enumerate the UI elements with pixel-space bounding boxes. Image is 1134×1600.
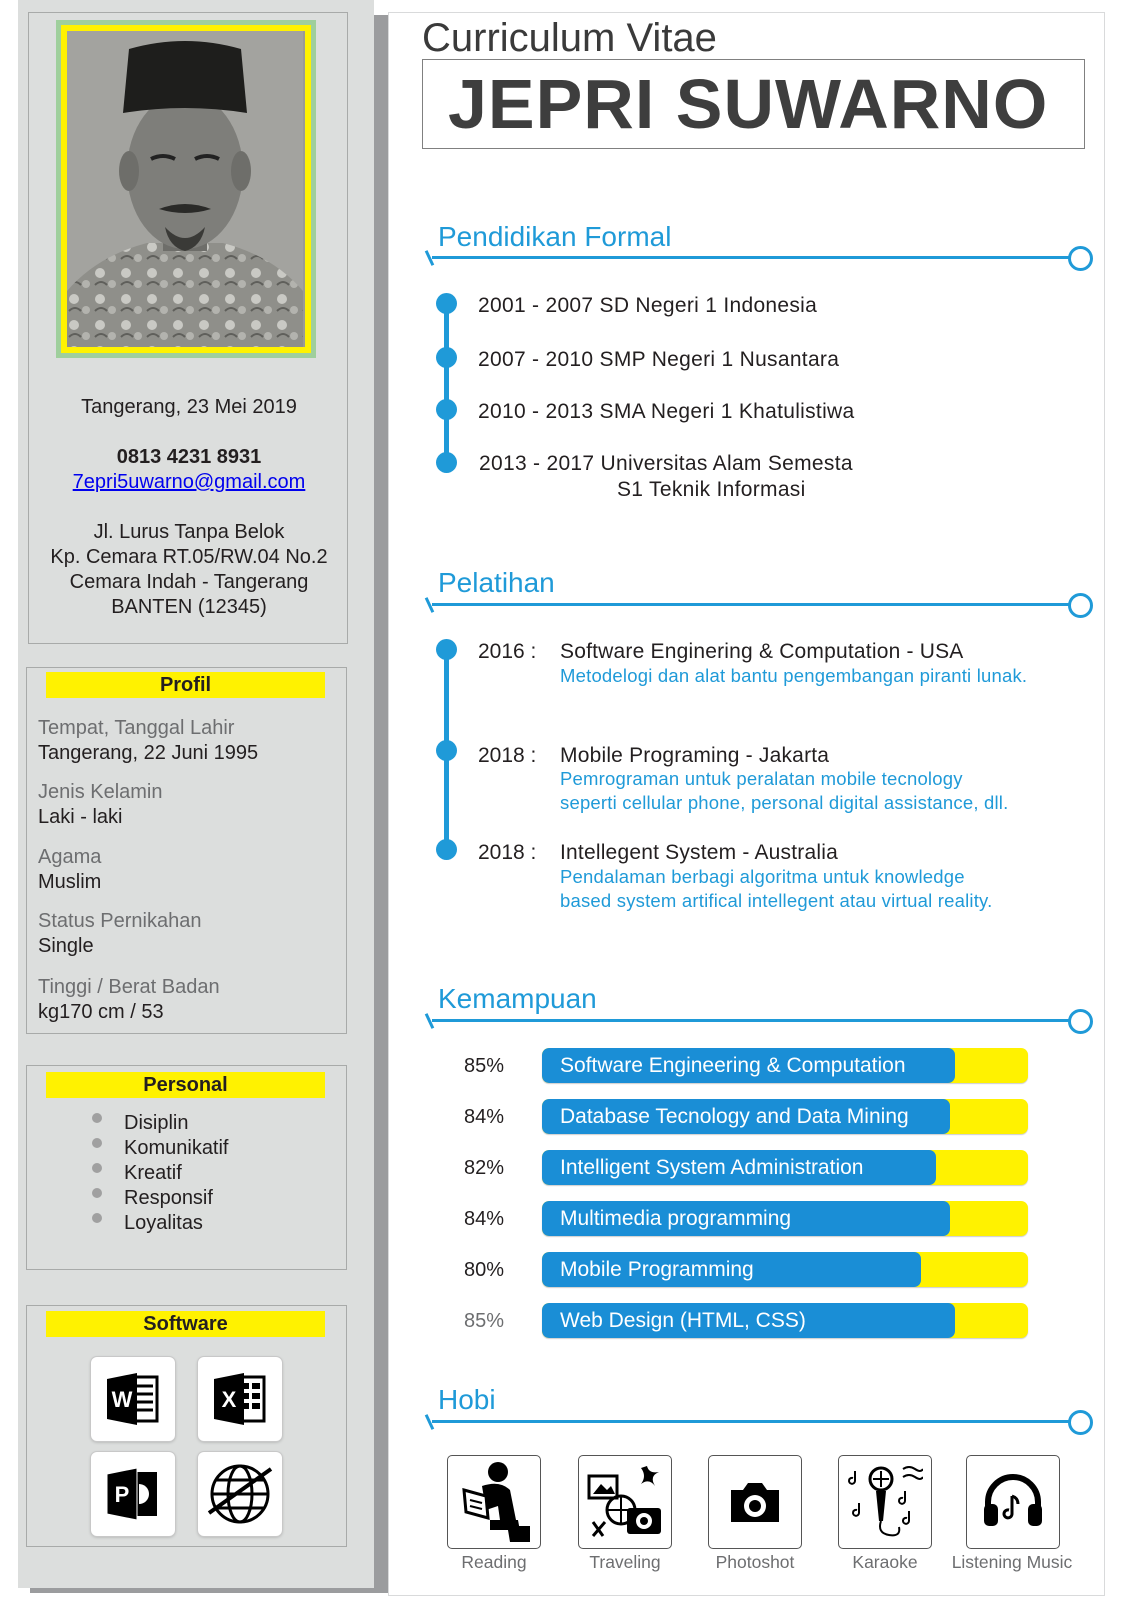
powerpoint-icon bbox=[91, 1452, 175, 1536]
skill-percentage: 84% bbox=[464, 1106, 505, 1128]
education-item-degree: S1 Teknik Informasi bbox=[617, 478, 806, 501]
marital-value: Single bbox=[38, 935, 94, 957]
reading-icon bbox=[447, 1455, 541, 1549]
gender-label: Jenis Kelamin bbox=[38, 781, 163, 803]
globe-icon bbox=[198, 1452, 282, 1536]
svg-text:W: W bbox=[111, 1387, 133, 1412]
personal-item: Loyalitas bbox=[124, 1212, 203, 1234]
skill-name: Database Tecnology and Data Mining bbox=[560, 1105, 909, 1128]
personal-item: Disiplin bbox=[124, 1112, 189, 1134]
timeline-line bbox=[444, 303, 449, 463]
training-title: Pelatihan bbox=[438, 567, 555, 598]
training-year: 2018 : bbox=[478, 841, 537, 864]
microphone-icon bbox=[838, 1455, 932, 1549]
address-line-4: BANTEN (12345) bbox=[111, 596, 267, 618]
timeline-dot-icon bbox=[436, 293, 457, 314]
training-year: 2016 : bbox=[478, 640, 537, 663]
section-divider bbox=[432, 1019, 1072, 1022]
person-name: JEPRI SUWARNO bbox=[448, 65, 1049, 143]
height-weight-label: Tinggi / Berat Badan bbox=[38, 976, 220, 998]
education-item: 2007 - 2010 SMP Negeri 1 Nusantara bbox=[478, 348, 840, 371]
profile-photo-border bbox=[61, 25, 311, 353]
headphones-icon bbox=[966, 1455, 1060, 1549]
profile-photo-frame bbox=[56, 20, 316, 358]
timeline-dot-icon bbox=[436, 347, 457, 368]
skill-name: Multimedia programming bbox=[560, 1207, 792, 1230]
timeline-dot-icon bbox=[436, 839, 457, 860]
training-description: seperti cellular phone, personal digital assistance, dll. bbox=[560, 792, 1009, 813]
training-title-text: Intellegent System - Australia bbox=[560, 841, 838, 864]
hobby-label: Listening Music bbox=[951, 1552, 1073, 1572]
skill-percentage: 85% bbox=[464, 1055, 505, 1077]
hobby-label: Reading bbox=[461, 1552, 527, 1572]
address-line-2: Kp. Cemara RT.05/RW.04 No.2 bbox=[50, 546, 328, 568]
skill-bar bbox=[542, 1048, 1028, 1083]
skill-name: Software Engineering & Computation bbox=[560, 1054, 906, 1077]
training-description: Pendalaman berbagi algoritma untuk knowledge bbox=[560, 866, 965, 887]
personal-item: Komunikatif bbox=[124, 1137, 229, 1159]
address-line-3: Cemara Indah - Tangerang bbox=[69, 571, 309, 593]
profile-heading: Profil bbox=[46, 672, 325, 698]
place-date-text: Tangerang, 23 Mei 2019 bbox=[81, 396, 297, 418]
skill-name: Web Design (HTML, CSS) bbox=[560, 1309, 806, 1332]
religion-value: Muslim bbox=[38, 871, 102, 893]
svg-text:P: P bbox=[114, 1482, 130, 1507]
skill-name: Intelligent System Administration bbox=[560, 1156, 864, 1179]
software-section bbox=[26, 1305, 347, 1547]
skill-bar bbox=[542, 1150, 1028, 1185]
education-item: 2010 - 2013 SMA Negeri 1 Khatulistiwa bbox=[478, 400, 855, 423]
hobby-label: Karaoke bbox=[852, 1552, 918, 1572]
bullet-icon bbox=[92, 1113, 102, 1123]
skill-bar bbox=[542, 1099, 1028, 1134]
section-divider bbox=[432, 603, 1072, 606]
religion-label: Agama bbox=[38, 846, 102, 868]
skills-title: Kemampuan bbox=[438, 983, 597, 1014]
training-title-text: Software Enginering & Computation - USA bbox=[560, 640, 964, 663]
profile-photo bbox=[67, 31, 305, 347]
bullet-icon bbox=[92, 1213, 102, 1223]
section-divider bbox=[432, 256, 1072, 259]
skill-percentage: 85% bbox=[464, 1310, 505, 1332]
personal-item: Responsif bbox=[124, 1187, 213, 1209]
software-heading: Software bbox=[46, 1311, 325, 1337]
hobby-label: Traveling bbox=[589, 1552, 661, 1572]
timeline-dot-icon bbox=[436, 639, 457, 660]
timeline-dot-icon bbox=[436, 740, 457, 761]
skill-bar bbox=[542, 1303, 1028, 1338]
training-year: 2018 : bbox=[478, 744, 537, 767]
education-item: 2001 - 2007 SD Negeri 1 Indonesia bbox=[478, 294, 818, 317]
section-end-circle-icon bbox=[1068, 593, 1093, 618]
training-description: based system artifical intellegent atau virtual reality. bbox=[560, 890, 993, 911]
skill-bar bbox=[542, 1252, 1028, 1287]
personal-heading: Personal bbox=[46, 1072, 325, 1098]
height-weight-value: kg170 cm / 53 bbox=[38, 1001, 164, 1023]
phone-number: 0813 4231 8931 bbox=[116, 446, 262, 468]
skill-percentage: 82% bbox=[464, 1157, 505, 1179]
bullet-icon bbox=[92, 1188, 102, 1198]
personal-item: Kreatif bbox=[124, 1162, 182, 1184]
training-description: Metodelogi dan alat bantu pengembangan piranti lunak. bbox=[560, 665, 1028, 686]
bullet-icon bbox=[92, 1138, 102, 1148]
education-item: 2013 - 2017 Universitas Alam Semesta bbox=[479, 452, 853, 475]
timeline-dot-icon bbox=[436, 399, 457, 420]
svg-text:X: X bbox=[221, 1387, 237, 1412]
section-end-circle-icon bbox=[1068, 1009, 1093, 1034]
skill-percentage: 84% bbox=[464, 1208, 505, 1230]
skill-bar bbox=[542, 1201, 1028, 1236]
document-subtitle: Curriculum Vitae bbox=[422, 16, 717, 60]
skill-name: Mobile Programming bbox=[560, 1258, 754, 1281]
birth-value: Tangerang, 22 Juni 1995 bbox=[38, 742, 259, 764]
hobby-label: Photoshot bbox=[715, 1552, 795, 1572]
timeline-dot-icon bbox=[436, 452, 457, 473]
bullet-icon bbox=[92, 1163, 102, 1173]
training-title-text: Mobile Programing - Jakarta bbox=[560, 744, 830, 767]
hobbies-title: Hobi bbox=[438, 1384, 496, 1415]
email-link[interactable]: 7epri5uwarno@gmail.com bbox=[72, 471, 306, 493]
address-line-1: Jl. Lurus Tanpa Belok bbox=[93, 521, 285, 543]
marital-label: Status Pernikahan bbox=[38, 910, 202, 932]
person-portrait-icon bbox=[67, 31, 303, 347]
section-divider bbox=[432, 1420, 1072, 1423]
education-title: Pendidikan Formal bbox=[438, 221, 672, 252]
skill-percentage: 80% bbox=[464, 1259, 505, 1281]
traveling-icon bbox=[578, 1455, 672, 1549]
word-icon bbox=[91, 1357, 175, 1441]
excel-icon bbox=[198, 1357, 282, 1441]
camera-icon bbox=[708, 1455, 802, 1549]
training-description: Pemrograman untuk peralatan mobile tecnology bbox=[560, 768, 963, 789]
section-end-circle-icon bbox=[1068, 246, 1093, 271]
gender-value: Laki - laki bbox=[38, 806, 123, 828]
birth-label: Tempat, Tanggal Lahir bbox=[38, 717, 235, 739]
section-end-circle-icon bbox=[1068, 1410, 1093, 1435]
